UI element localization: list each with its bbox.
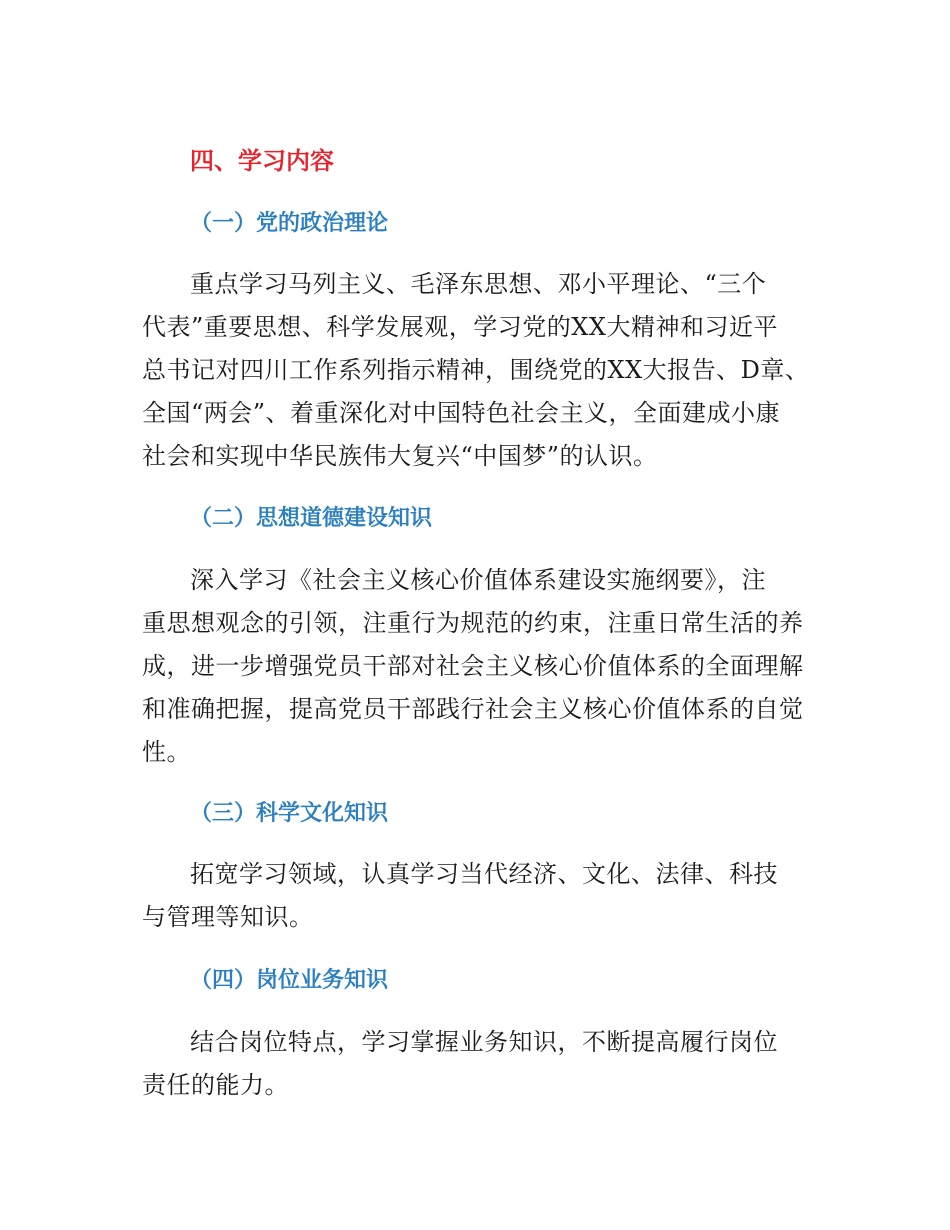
- paragraph-line: 成，进一步增强党员干部对社会主义核心价值体系的全面理解: [142, 652, 804, 680]
- subsection-paragraph-4: [142, 1021, 812, 1107]
- paragraph-line: 代表”重要思想、科学发展观，学习党的XX大精神和习近平: [142, 313, 778, 341]
- subsection-paragraph-1: [142, 263, 812, 478]
- paragraph-line: 和准确把握，提高党员干部践行社会主义核心价值体系的自觉: [142, 695, 804, 723]
- paragraph-line: 深入学习《社会主义核心价值体系建设实施纲要》，注: [190, 566, 766, 594]
- paragraph-line: 全国“两会”、着重深化对中国特色社会主义，全面建成小康: [142, 399, 781, 427]
- subsection-heading-4: （四）岗位业务知识: [190, 967, 389, 993]
- paragraph-line: 重思想观念的引领，注重行为规范的约束，注重日常生活的养: [142, 609, 804, 637]
- paragraph-line: 拓宽学习领域，认真学习当代经济、文化、法律、科技: [190, 860, 778, 888]
- paragraph-line: 总书记对四川工作系列指示精神，围绕党的XX大报告、D章、: [142, 356, 810, 384]
- subsection-heading-3: （三）科学文化知识: [190, 800, 389, 826]
- paragraph-line: 重点学习马列主义、毛泽东思想、邓小平理论、“三个: [190, 270, 767, 298]
- subsection-paragraph-2: [142, 559, 812, 774]
- paragraph-line: 责任的能力。: [142, 1071, 289, 1099]
- section-heading: 四、学习内容: [190, 147, 334, 175]
- paragraph-line: 社会和实现中华民族伟大复兴“中国梦”的认识。: [142, 442, 658, 470]
- subsection-heading-2: （二）思想道德建设知识: [190, 505, 433, 531]
- subsection-paragraph-3: [142, 853, 812, 939]
- subsection-heading-1: （一）党的政治理论: [190, 210, 389, 236]
- paragraph-line: 与管理等知识。: [142, 903, 314, 931]
- paragraph-line: 性。: [142, 738, 191, 766]
- paragraph-line: 结合岗位特点，学习掌握业务知识，不断提高履行岗位: [190, 1028, 778, 1056]
